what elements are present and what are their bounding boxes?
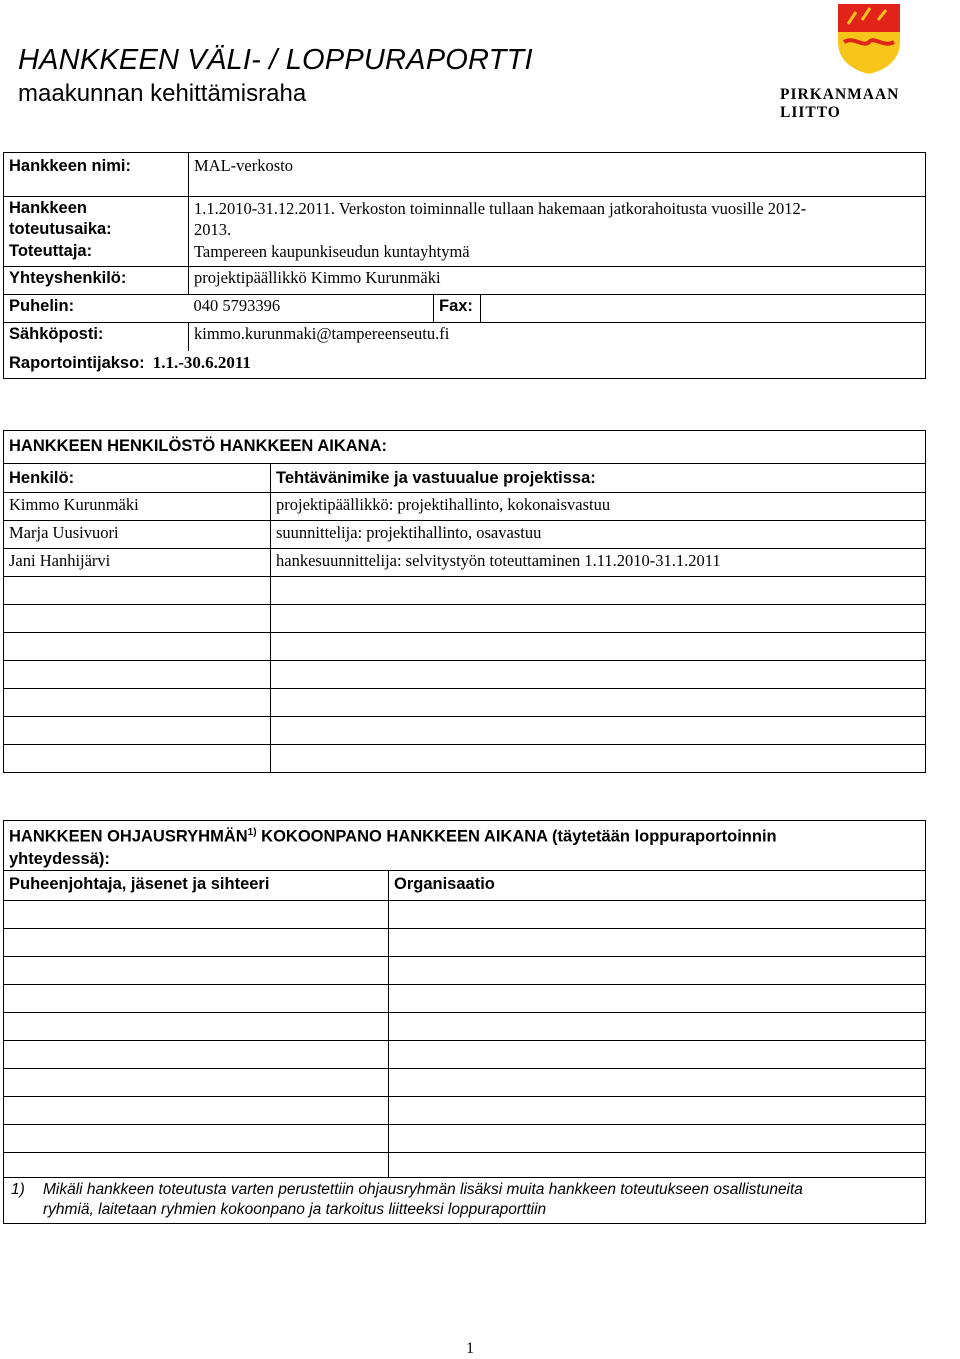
period-label: Raportointijakso: <box>9 353 145 372</box>
staff-heading: HANKKEEN HENKILÖSTÖ HANKKEEN AIKANA: <box>4 431 926 464</box>
staff-role <box>271 661 926 689</box>
staff-row <box>4 717 926 745</box>
steering-org-cell <box>389 984 926 1012</box>
steering-org-cell <box>389 1152 926 1177</box>
fax-label: Fax: <box>434 295 481 323</box>
staff-row <box>4 745 926 773</box>
contact-label: Yhteyshenkilö: <box>4 267 189 295</box>
steering-org-cell <box>389 1040 926 1068</box>
staff-person <box>4 661 271 689</box>
steering-member-cell <box>4 1068 389 1096</box>
footnote-number: 1) <box>11 1180 25 1198</box>
staff-role: hankesuunnittelija: selvitystyön toteuttaminen 1.11.2010-31.1.2011 <box>271 549 926 577</box>
staff-person: Marja Uusivuori <box>4 521 271 549</box>
steering-member-cell <box>4 956 389 984</box>
document-title: HANKKEEN VÄLI- / LOPPURAPORTTI <box>18 44 533 76</box>
steering-org-cell <box>389 1012 926 1040</box>
implementer-value: Tampereen kaupunkiseudun kuntayhtymä <box>189 242 926 267</box>
staff-role <box>271 633 926 661</box>
staff-row <box>4 605 926 633</box>
staff-person <box>4 689 271 717</box>
implementer-label: Toteuttaja: <box>4 242 189 267</box>
project-time-value <box>189 197 926 242</box>
staff-person <box>4 577 271 605</box>
project-name-value: MAL-verkosto <box>189 153 926 197</box>
email-value: kimmo.kurunmaki@tampereenseutu.fi <box>189 323 926 351</box>
organization-name: PIRKANMAAN LIITTO <box>780 86 900 121</box>
steering-member-cell <box>4 984 389 1012</box>
staff-role: projektipäällikkö: projektihallinto, kokonaisvastuu <box>271 493 926 521</box>
email-label: Sähköposti: <box>4 323 189 351</box>
steering-org-cell <box>389 1068 926 1096</box>
staff-role <box>271 605 926 633</box>
staff-row <box>4 689 926 717</box>
staff-role <box>271 689 926 717</box>
footnote-text <box>43 1180 803 1220</box>
steering-col-org: Organisaatio <box>389 870 926 900</box>
steering-org-cell <box>389 928 926 956</box>
project-time-label-line2: toteutusaika: <box>9 220 112 238</box>
staff-person <box>4 633 271 661</box>
staff-row <box>4 549 926 577</box>
contact-value: projektipäällikkö Kimmo Kurunmäki <box>189 267 926 295</box>
steering-heading-part2: KOKOONPANO HANKKEEN AIKANA (täytetään loppuraportoinnin <box>256 827 777 846</box>
staff-role <box>271 577 926 605</box>
pirkanmaa-coat-of-arms-icon <box>834 2 904 76</box>
staff-role: suunnittelija: projektihallinto, osavastuu <box>271 521 926 549</box>
staff-row <box>4 661 926 689</box>
steering-member-cell <box>4 900 389 928</box>
steering-footnote <box>4 1177 926 1223</box>
staff-row <box>4 577 926 605</box>
steering-heading <box>4 821 926 871</box>
footnote-line1: Mikäli hankkeen toteutusta varten perustettiin ohjausryhmän lisäksi muita hankkeen toteutukseen osallistuneita <box>43 1180 803 1198</box>
steering-org-cell <box>389 1096 926 1124</box>
staff-person <box>4 717 271 745</box>
steering-group-table <box>3 820 926 1224</box>
project-name-label: Hankkeen nimi: <box>4 153 189 197</box>
steering-member-cell <box>4 1124 389 1152</box>
steering-org-cell <box>389 900 926 928</box>
steering-col-members: Puheenjohtaja, jäsenet ja sihteeri <box>4 870 389 900</box>
project-time-label-line1: Hankkeen <box>9 199 87 217</box>
phone-value: 040 5793396 <box>189 295 434 323</box>
staff-row <box>4 493 926 521</box>
steering-org-cell <box>389 956 926 984</box>
period-value: 1.1.-30.6.2011 <box>152 352 251 372</box>
staff-person <box>4 605 271 633</box>
period-row <box>4 351 926 379</box>
page-number: 1 <box>466 1340 474 1357</box>
steering-heading-footnote-ref: 1) <box>247 827 257 838</box>
steering-member-cell <box>4 1152 389 1177</box>
staff-table <box>3 430 926 773</box>
steering-heading-part1: HANKKEEN OHJAUSRYHMÄN <box>9 827 248 846</box>
staff-person: Jani Hanhijärvi <box>4 549 271 577</box>
project-info-table <box>3 152 926 379</box>
phone-label: Puhelin: <box>4 295 189 323</box>
project-time-value-line2: 2013. <box>194 220 232 239</box>
steering-heading-part3: yhteydessä): <box>9 849 110 868</box>
staff-person <box>4 745 271 773</box>
fax-value <box>481 295 926 323</box>
staff-col-role: Tehtävänimike ja vastuualue projektissa: <box>271 464 926 493</box>
staff-role <box>271 745 926 773</box>
staff-row <box>4 521 926 549</box>
staff-col-person: Henkilö: <box>4 464 271 493</box>
project-time-value-line1: 1.1.2010-31.12.2011. Verkoston toiminnalle tullaan hakemaan jatkorahoitusta vuosille 2012- <box>194 199 807 218</box>
project-time-label <box>4 197 189 242</box>
document-subtitle: maakunnan kehittämisraha <box>18 80 307 107</box>
steering-member-cell <box>4 1012 389 1040</box>
staff-row <box>4 633 926 661</box>
steering-member-cell <box>4 1096 389 1124</box>
steering-member-cell <box>4 928 389 956</box>
footnote-line2: ryhmiä, laitetaan ryhmien kokoonpano ja tarkoitus liitteeksi loppuraporttiin <box>43 1200 547 1218</box>
steering-member-cell <box>4 1040 389 1068</box>
staff-person: Kimmo Kurunmäki <box>4 493 271 521</box>
staff-role <box>271 717 926 745</box>
steering-org-cell <box>389 1124 926 1152</box>
